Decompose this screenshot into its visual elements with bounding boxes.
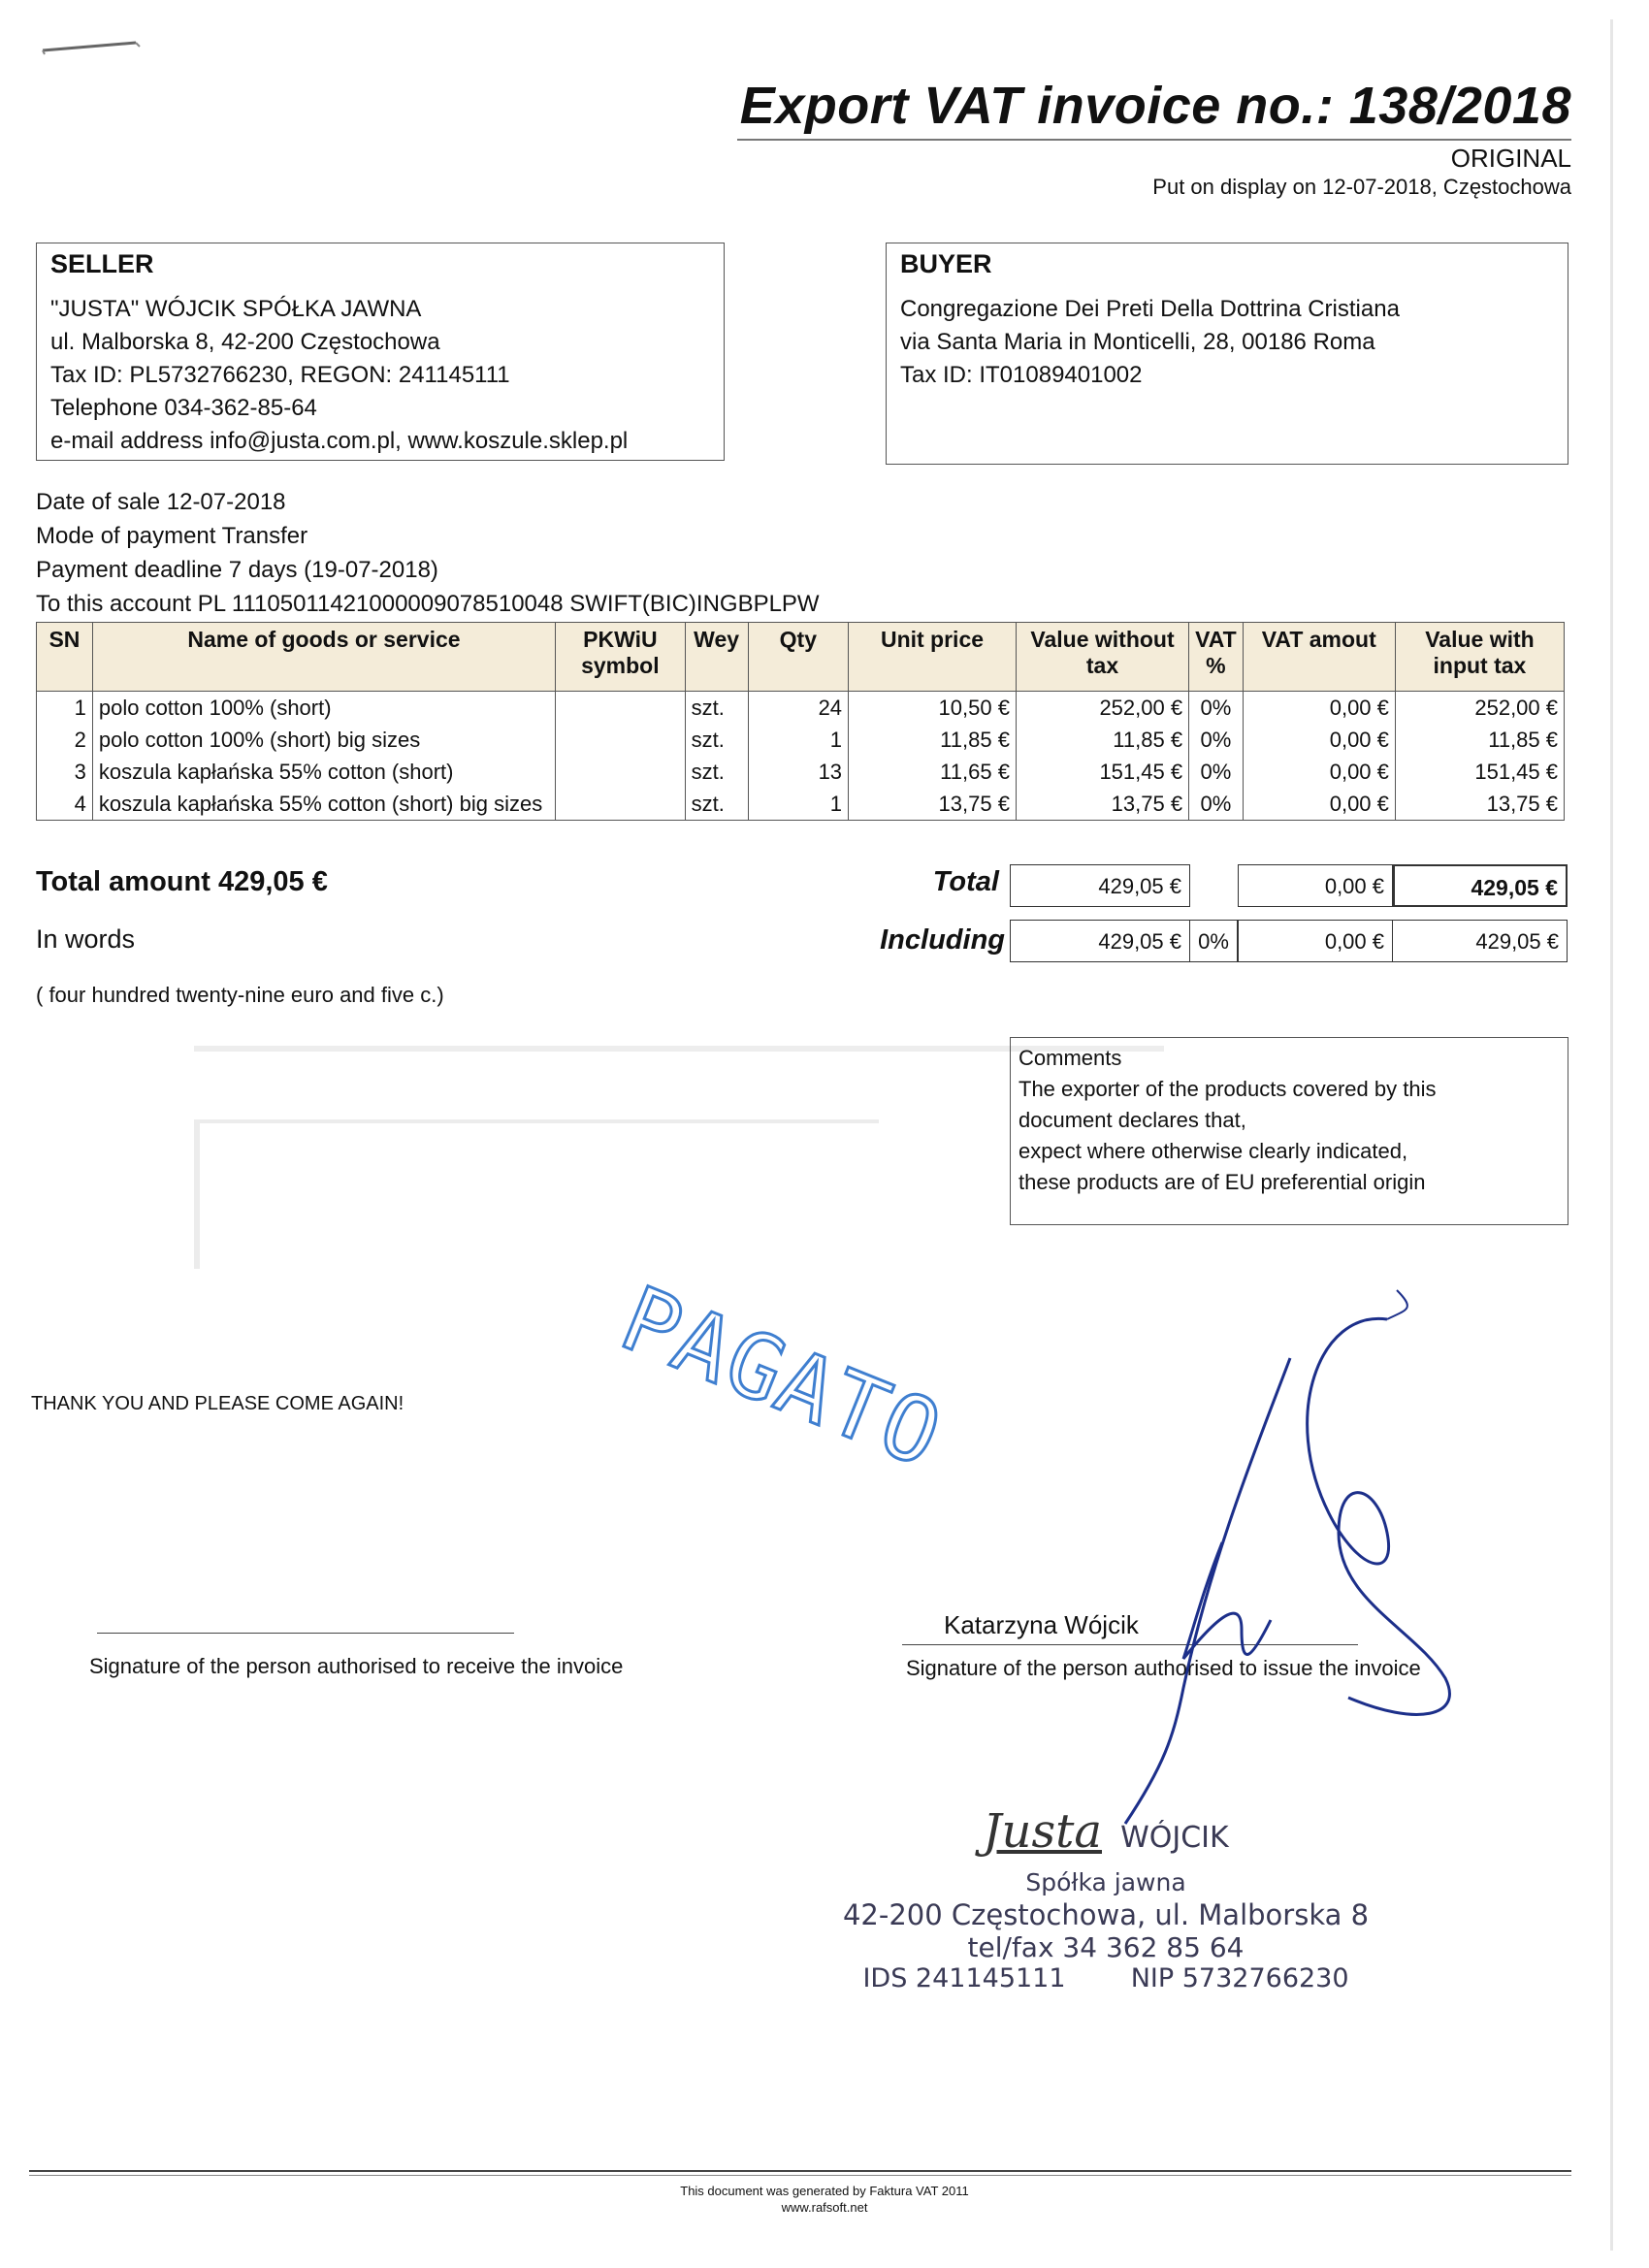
cell-vat: 0% xyxy=(1189,692,1244,725)
company-stamp-address: 42-200 Częstochowa, ul. Malborska 8 xyxy=(842,1898,1370,1931)
company-stamp-ids xyxy=(834,1963,1377,1993)
invoice-title: Export VAT invoice no.: 138/2018 xyxy=(739,77,1571,135)
seller-line: "JUSTA" WÓJCIK SPÓŁKA JAWNA xyxy=(50,296,422,322)
cell-vat-amount: 0,00 € xyxy=(1243,724,1395,756)
cell-qty: 1 xyxy=(748,788,848,821)
footer-generator: This document was generated by Faktura VAT 2011 xyxy=(680,2184,969,2198)
col-unit: Wey xyxy=(685,623,748,692)
cell-name: koszula kapłańska 55% cotton (short) xyxy=(92,756,555,788)
cell-unit: szt. xyxy=(685,724,748,756)
col-vat-amount: VAT amout xyxy=(1243,623,1395,692)
seller-line: e-mail address info@justa.com.pl, www.koszule.sklep.pl xyxy=(50,428,629,454)
col-gross: Value with input tax xyxy=(1395,623,1564,692)
cell-pkwiu xyxy=(556,692,686,725)
cell-vat: 0% xyxy=(1189,724,1244,756)
cell-net: 151,45 € xyxy=(1016,756,1188,788)
items-table xyxy=(36,622,1565,821)
cell-net: 11,85 € xyxy=(1016,724,1188,756)
bank-account: To this account PL 11105011421000009078510048 SWIFT(BIC)INGBPLPW xyxy=(36,591,820,617)
including-net: 429,05 € xyxy=(1010,920,1190,962)
comments-heading: Comments xyxy=(1018,1046,1122,1070)
cell-unit-price: 13,75 € xyxy=(849,788,1017,821)
sale-info xyxy=(36,485,1200,621)
comments-line: expect where otherwise clearly indicated, xyxy=(1018,1139,1408,1163)
total-amount: Total amount 429,05 € xyxy=(36,866,328,897)
seller-line: ul. Malborska 8, 42-200 Częstochowa xyxy=(50,329,440,355)
cell-gross: 151,45 € xyxy=(1395,756,1564,788)
cell-net: 13,75 € xyxy=(1016,788,1188,821)
cell-qty: 24 xyxy=(748,692,848,725)
cell-name: koszula kapłańska 55% cotton (short) big sizes xyxy=(92,788,555,821)
cell-unit: szt. xyxy=(685,788,748,821)
cell-name: polo cotton 100% (short) big sizes xyxy=(92,724,555,756)
total-vat: 0,00 € xyxy=(1238,864,1393,907)
cell-gross: 11,85 € xyxy=(1395,724,1564,756)
cell-sn: 3 xyxy=(37,756,93,788)
cell-vat: 0% xyxy=(1189,788,1244,821)
col-vat: VAT % xyxy=(1189,623,1244,692)
cell-qty: 1 xyxy=(748,724,848,756)
title-rule xyxy=(737,139,1571,141)
comments-line: these products are of EU preferential origin xyxy=(1018,1170,1426,1194)
cell-unit-price: 10,50 € xyxy=(849,692,1017,725)
comments-line: document declares that, xyxy=(1018,1108,1246,1132)
cell-vat-amount: 0,00 € xyxy=(1243,788,1395,821)
buyer-box xyxy=(886,243,1568,465)
cell-gross: 252,00 € xyxy=(1395,692,1564,725)
total-net: 429,05 € xyxy=(1010,864,1190,907)
company-stamp-nip: NIP 5732766230 xyxy=(1130,1963,1349,1993)
including-vat: 0,00 € xyxy=(1238,920,1393,962)
cell-net: 252,00 € xyxy=(1016,692,1188,725)
buyer-heading: BUYER xyxy=(900,249,992,278)
col-unit-price: Unit price xyxy=(849,623,1017,692)
cell-vat-amount: 0,00 € xyxy=(1243,756,1395,788)
date-of-sale: Date of sale 12-07-2018 xyxy=(36,489,286,515)
including-rate: 0% xyxy=(1190,920,1238,962)
cell-unit-price: 11,85 € xyxy=(849,724,1017,756)
comments-box xyxy=(1010,1037,1568,1225)
company-stamp-type: Spółka jawna xyxy=(1025,1868,1186,1896)
company-stamp-header xyxy=(834,1804,1377,1863)
cell-pkwiu xyxy=(556,756,686,788)
cell-unit: szt. xyxy=(685,692,748,725)
paid-stamp xyxy=(582,1266,956,1488)
staple-mark xyxy=(39,37,146,56)
in-words-label: In words xyxy=(36,924,136,954)
seller-box xyxy=(36,243,725,461)
col-net: Value without tax xyxy=(1016,623,1188,692)
company-stamp-logo: Justa xyxy=(983,1804,1102,1859)
cell-pkwiu xyxy=(556,724,686,756)
cell-pkwiu xyxy=(556,788,686,821)
cell-vat-amount: 0,00 € xyxy=(1243,692,1395,725)
cell-unit: szt. xyxy=(685,756,748,788)
total-label: Total xyxy=(932,866,999,897)
issue-date-place: Put on display on 12-07-2018, Częstochowa xyxy=(1152,175,1571,199)
cell-sn: 1 xyxy=(37,692,93,725)
payment-mode: Mode of payment Transfer xyxy=(36,523,308,549)
handwritten-signature xyxy=(1096,1280,1504,1824)
issuer-name: Katarzyna Wójcik xyxy=(944,1610,1139,1639)
buyer-line: Congregazione Dei Preti Della Dottrina Cristiana xyxy=(900,296,1400,322)
thank-you-note: THANK YOU AND PLEASE COME AGAIN! xyxy=(31,1393,404,1414)
table-row xyxy=(37,724,1565,756)
amount-in-words: ( four hundred twenty-nine euro and five c.) xyxy=(36,983,444,1007)
including-gross: 429,05 € xyxy=(1393,920,1568,962)
company-stamp-name: WÓJCIK xyxy=(1120,1821,1229,1855)
table-row xyxy=(37,788,1565,821)
comments-line: The exporter of the products covered by this xyxy=(1018,1077,1437,1101)
footer-website: www.rafsoft.net xyxy=(781,2200,868,2215)
company-stamp-phone: tel/fax 34 362 85 64 xyxy=(967,1931,1245,1963)
table-row xyxy=(37,756,1565,788)
footer-rule-thin xyxy=(29,2175,1571,2176)
col-sn: SN xyxy=(37,623,93,692)
issuer-signature-label: Signature of the person authorised to issue the invoice xyxy=(906,1656,1421,1680)
footer xyxy=(0,2183,1649,2216)
total-gross: 429,05 € xyxy=(1393,864,1568,907)
col-pkwiu: PKWiU symbol xyxy=(556,623,686,692)
company-stamp xyxy=(834,1804,1377,1993)
table-row xyxy=(37,692,1565,725)
col-qty: Qty xyxy=(748,623,848,692)
buyer-line: via Santa Maria in Monticelli, 28, 00186 Roma xyxy=(900,329,1375,355)
col-name: Name of goods or service xyxy=(92,623,555,692)
buyer-line: Tax ID: IT01089401002 xyxy=(900,362,1143,388)
seller-line: Telephone 034-362-85-64 xyxy=(50,395,317,421)
seller-heading: SELLER xyxy=(50,249,154,278)
cell-sn: 2 xyxy=(37,724,93,756)
including-label: Including xyxy=(880,924,1005,956)
seller-line: Tax ID: PL5732766230, REGON: 241145111 xyxy=(50,362,510,388)
paid-stamp-graphic xyxy=(582,1266,956,1494)
receiver-signature-line xyxy=(97,1633,514,1634)
cell-qty: 13 xyxy=(748,756,848,788)
footer-rule xyxy=(29,2170,1571,2172)
page-edge xyxy=(1610,19,1613,2251)
cell-name: polo cotton 100% (short) xyxy=(92,692,555,725)
cell-vat: 0% xyxy=(1189,756,1244,788)
cell-sn: 4 xyxy=(37,788,93,821)
table-header-row xyxy=(37,623,1565,692)
paid-stamp-text: PAGATO xyxy=(607,1266,956,1488)
payment-deadline: Payment deadline 7 days (19-07-2018) xyxy=(36,557,438,583)
company-stamp-regon: IDS 241145111 xyxy=(862,1963,1066,1993)
cell-unit-price: 11,65 € xyxy=(849,756,1017,788)
cell-gross: 13,75 € xyxy=(1395,788,1564,821)
copy-type: ORIGINAL xyxy=(1450,144,1571,173)
receiver-signature-label: Signature of the person authorised to receive the invoice xyxy=(89,1654,624,1678)
